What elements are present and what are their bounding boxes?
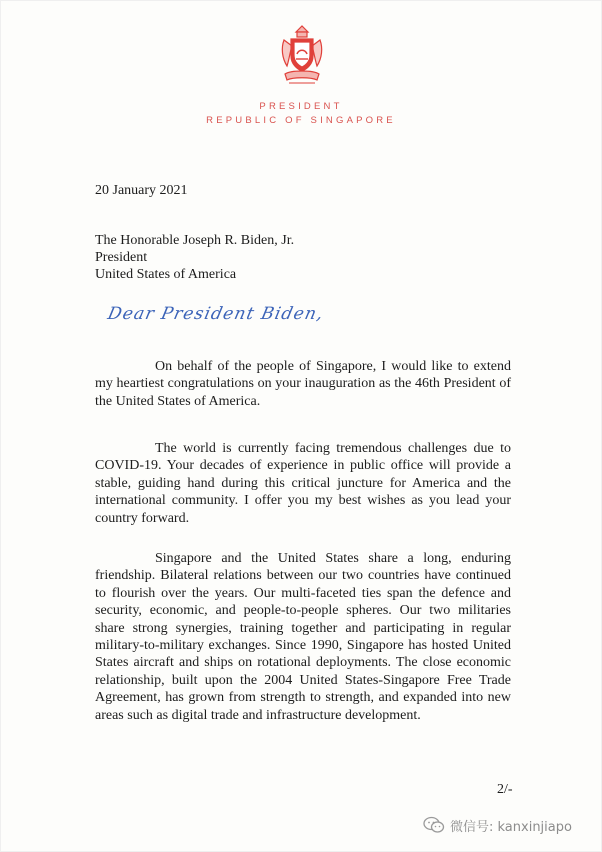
wechat-watermark — [423, 814, 572, 836]
letter-date: 20 January 2021 — [95, 183, 188, 198]
recipient-title: President — [95, 250, 148, 265]
watermark-text: 微信号: kanxinjiapo — [450, 819, 572, 835]
page-marker: 2/- — [497, 782, 513, 797]
recipient-name: The Honorable Joseph R. Biden, Jr. — [95, 233, 295, 248]
wechat-icon — [423, 816, 445, 834]
letterhead-subtitle: REPUBLIC OF SINGAPORE — [206, 115, 396, 126]
paragraph-1: On behalf of the people of Singapore, I would like to extend my heartiest congratulations on your inauguration as the 46th President of the United States of America. — [95, 359, 511, 409]
paragraph-2: The world is currently facing tremendous challenges due to COVID-19. Your decades of experience in public office will provide a stable, guiding hand during this critical juncture for America and the international community. I offer you my best wishes as you lead your country forward. — [95, 441, 511, 526]
handwritten-salutation: Dear President Biden, — [105, 304, 326, 324]
recipient-country: United States of America — [95, 267, 237, 282]
letterhead-title: PRESIDENT — [259, 101, 343, 112]
paragraph-3: Singapore and the United States share a long, enduring friendship. Bilateral relations between our two countries have continued to flourish over the years. Our multi-faceted ties span the defence and security, economic, and people-to-people spheres. Our two militaries share strong synergies, training together and participating in regular military-to-military exchanges. Since 1990, Singapore has hosted United States aircraft and ships on rotational deployments. The close economic relationship, built upon the 2004 United States-Singapore Free Trade Agreement, has grown from strength to strength, and expanded into new areas such as digital trade and infrastructure development. — [95, 551, 511, 723]
singapore-coat-of-arms-icon — [279, 24, 325, 92]
